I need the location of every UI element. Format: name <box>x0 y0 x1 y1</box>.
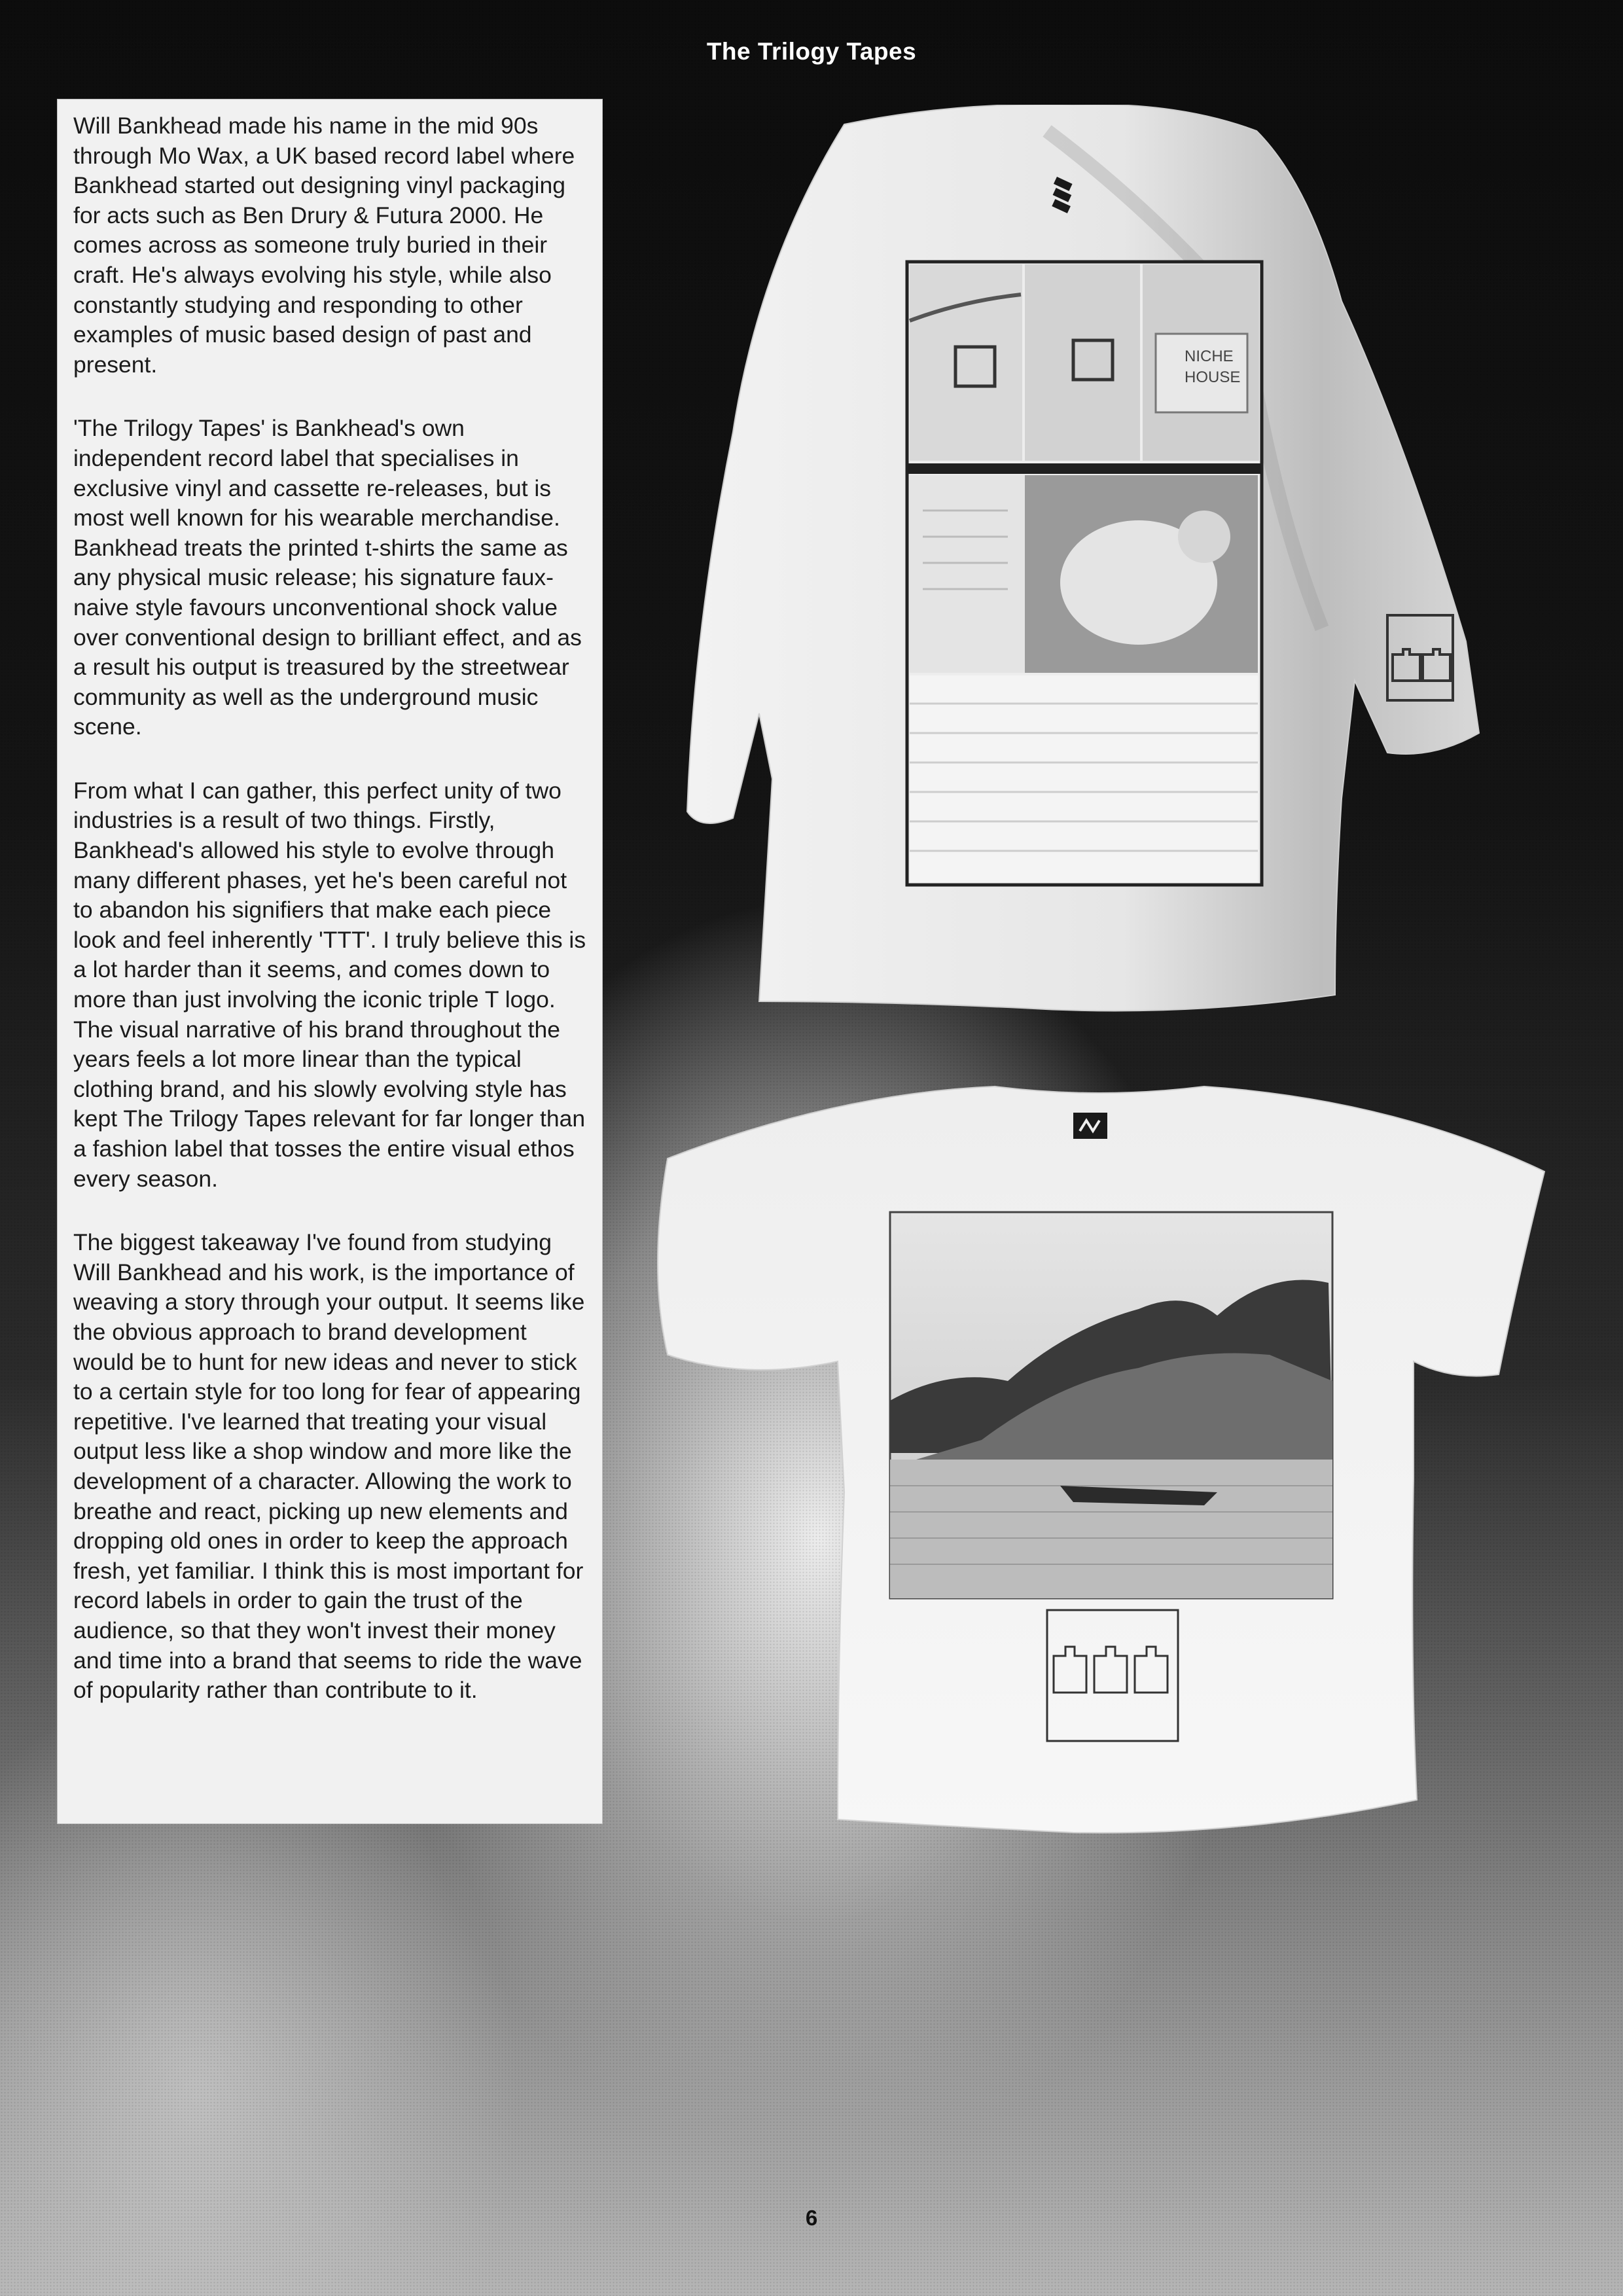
tshirt-neck-logo-icon <box>1073 1113 1107 1139</box>
longsleeve-shirt-photo <box>681 105 1492 1014</box>
article-text-panel <box>58 99 602 1823</box>
longsleeve-print-collage <box>907 262 1262 885</box>
tshirt-photo <box>641 1073 1551 1846</box>
page-header-title: The Trilogy Tapes <box>706 38 917 65</box>
tshirt-landscape-print <box>890 1212 1332 1598</box>
article-paragraph-3: From what I can gather, this perfect unity of two industries is a result of two things. Firstly, Bankhead's allowed his style to evolve through many different phases, yet he's been careful not to abandon his signifiers that make each piece look and feel inherently 'TTT'. I truly believe this is a lot harder than it seems, and comes down to more than just involving the iconic triple T logo. The visual narrative of his brand throughout the years feels a lot more linear than the typical clothing brand, and his slowly evolving style has kept The Trilogy Tapes relevant for far longer than a fashion label that tosses the entire visual ethos every season. <box>73 777 586 1192</box>
article-paragraph-1: Will Bankhead made his name in the mid 90s through Mo Wax, a UK based record label where Bankhead started out designing vinyl packaging for acts such as Ben Drury & Futura 2000. He comes across as someone truly buried in their craft. He's always evolving his style, while also constantly studying and responding to other examples of music based design of past and present. <box>73 113 575 378</box>
page-number: 6 <box>805 2206 818 2230</box>
niche-house-sign-line1: NICHE <box>1185 348 1234 365</box>
article-paragraph-2: 'The Trilogy Tapes' is Bankhead's own independent record label that specialises in exclusive vinyl and cassette re-releases, but is most well known for his wearable merchandise. Bankhead treats the printed t-shirts the same as any physical music release; his signature faux-naive style favours unconventional shock value over conventional design to brilliant effect, and as a result his output is treasured by the streetwear community as well as the underground music scene. <box>73 415 582 740</box>
article-paragraph-4: The biggest takeaway I've found from studying Will Bankhead and his work, is the importance of weaving a story through your output. It seems like the obvious approach to brand development would be to hunt for new ideas and never to stick to a certain style for too long for fear of appearing repetitive. I've learned that treating your visual output less like a shop window and more like the development of a character. Allowing the work to breathe and react, picking up new elements and dropping old ones in order to keep the approach fresh, yet familiar. I think this is most important for record labels in order to gain the trust of the audience, so that they won't invest their money and time into a brand that seems to ride the wave of popularity rather than contribute to it. <box>73 1229 585 1704</box>
niche-house-sign-line2: HOUSE <box>1185 368 1241 386</box>
